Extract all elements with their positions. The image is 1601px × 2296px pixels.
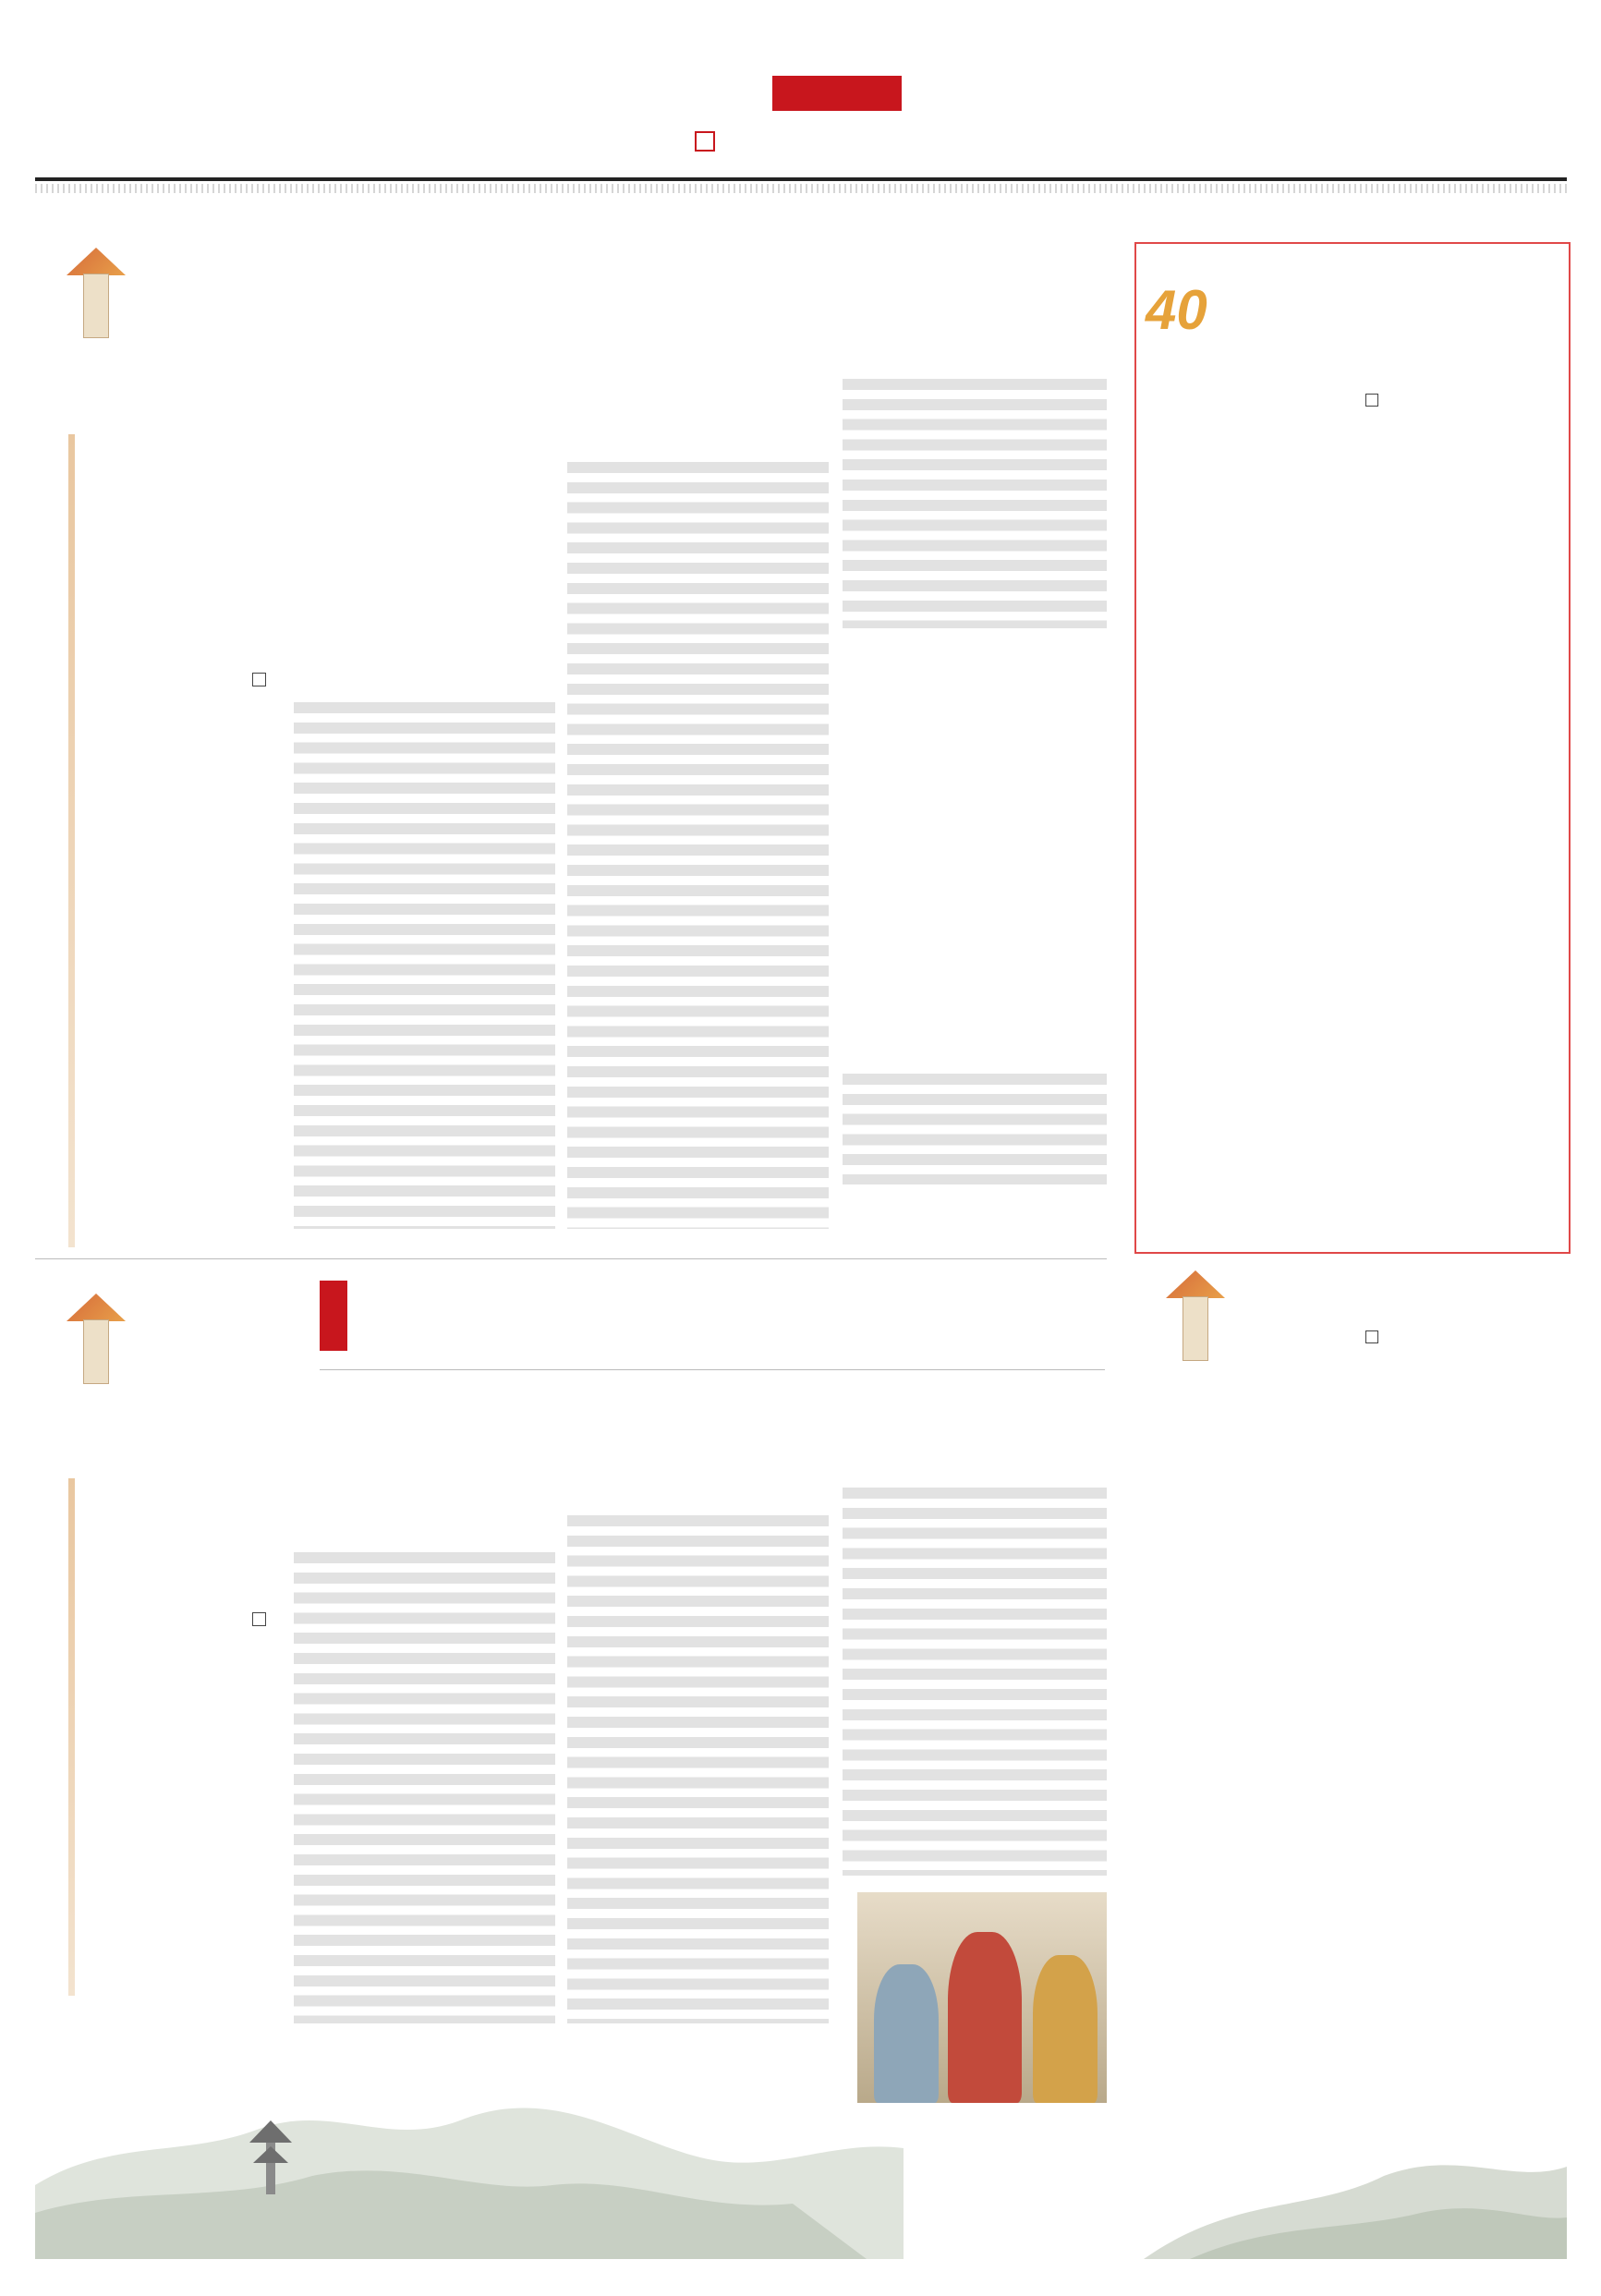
seal-icon xyxy=(695,131,715,152)
text-placeholder xyxy=(567,1515,829,2023)
article-byline xyxy=(249,1612,268,1634)
paper-name xyxy=(772,76,902,111)
text-placeholder xyxy=(843,1074,1107,1184)
text-placeholder xyxy=(294,1552,555,2023)
masthead-rule xyxy=(35,177,1567,181)
editor-note-tag xyxy=(320,1281,347,1351)
featured-byline xyxy=(1365,392,1386,410)
decor-band xyxy=(68,434,75,1247)
text-placeholder xyxy=(843,379,1107,628)
anniversary-40-logo: 40 xyxy=(1146,279,1207,341)
decor-band xyxy=(68,1478,75,1996)
poems-byline xyxy=(1365,1329,1386,1347)
landscape-illustration xyxy=(35,2028,1567,2259)
featured-body xyxy=(1238,434,1543,1220)
text-placeholder xyxy=(294,702,555,1229)
masthead-dots xyxy=(35,184,1567,193)
divider xyxy=(320,1369,1105,1370)
pavilion-icon xyxy=(67,248,126,357)
section-label-ancient xyxy=(68,1386,122,1478)
divider xyxy=(35,1258,1107,1259)
article-byline xyxy=(249,673,268,694)
section-label-ancient xyxy=(1166,1358,1219,1451)
text-placeholder xyxy=(843,1488,1107,1876)
section-label-years xyxy=(68,342,122,434)
text-placeholder xyxy=(567,462,829,1229)
